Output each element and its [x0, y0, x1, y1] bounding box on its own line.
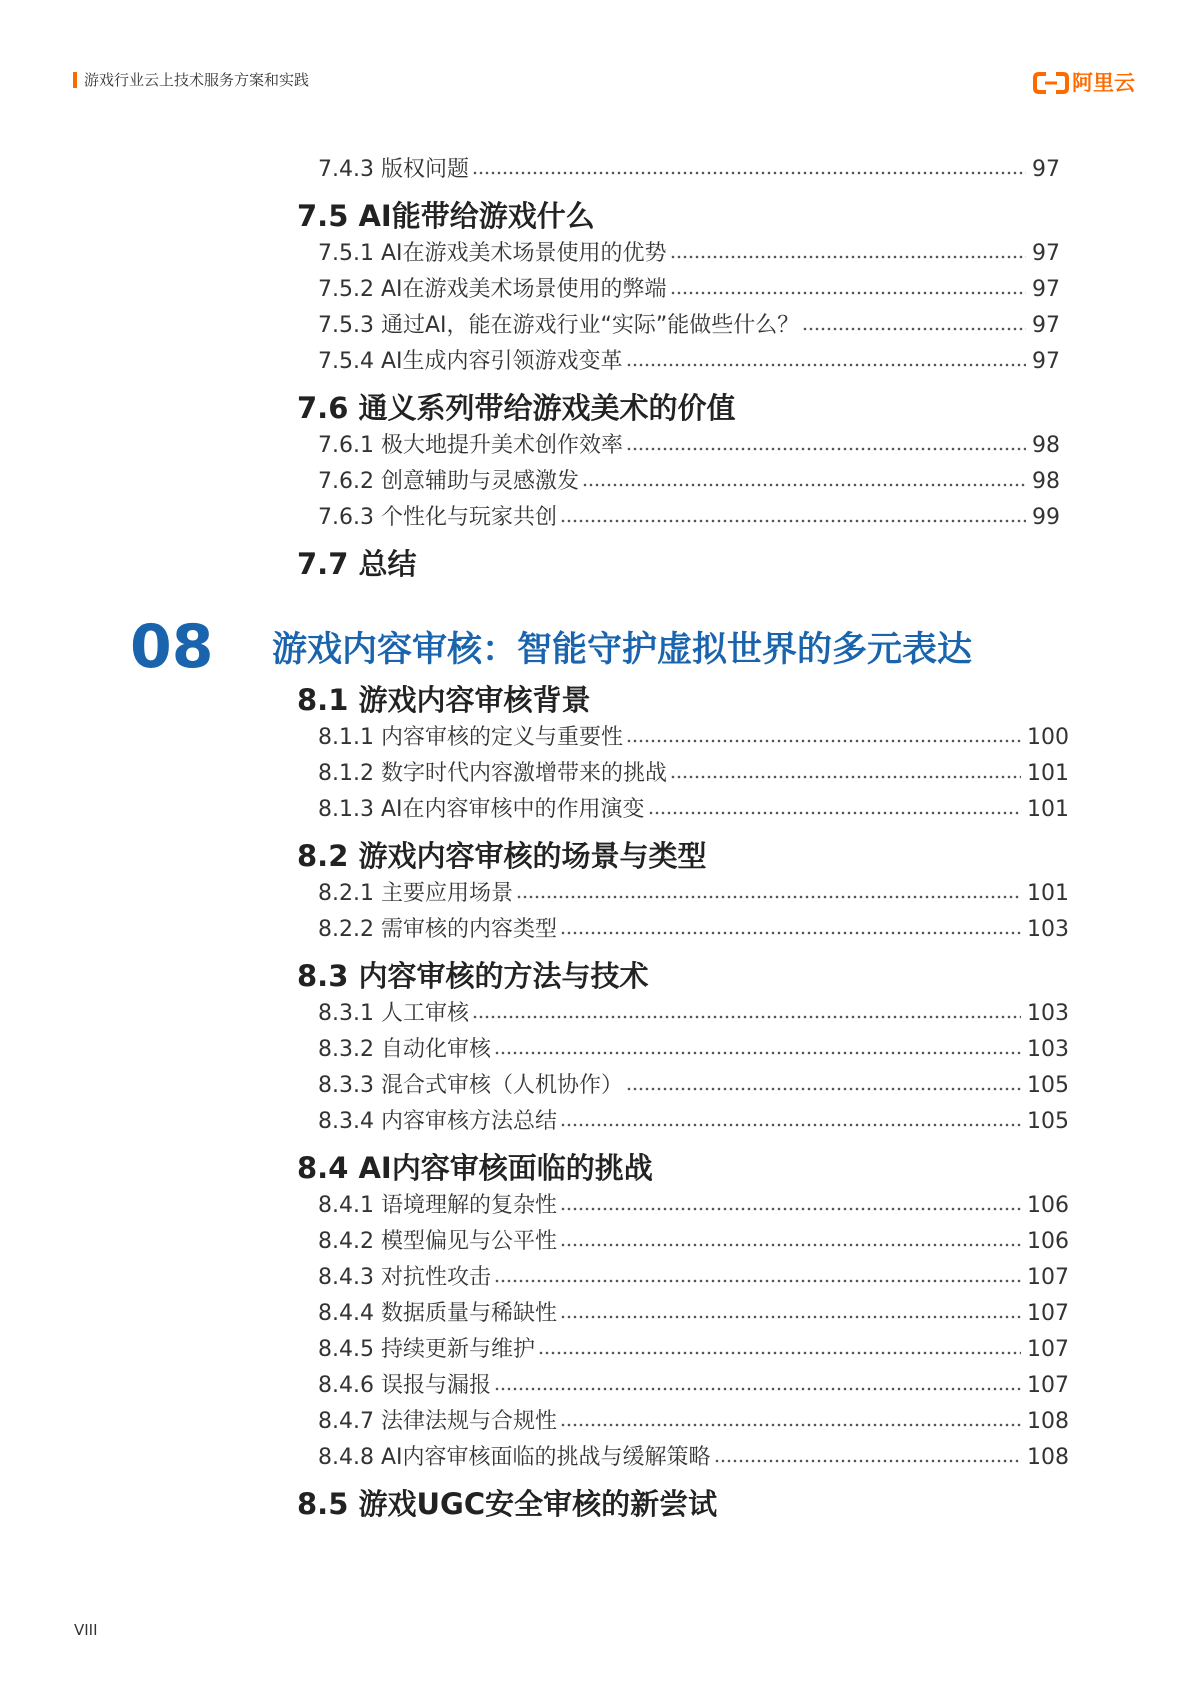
- toc-entry[interactable]: [318, 1224, 1069, 1260]
- toc-section-heading[interactable]: 8.3 内容审核的方法与技术: [297, 959, 649, 993]
- toc-entry-label: 8.4.3 对抗性攻击: [318, 1265, 491, 1290]
- dot-leader: [626, 363, 1026, 367]
- toc-entry-label: 8.1.3 AI在内容审核中的作用演变: [318, 797, 645, 822]
- toc-entry-label: 8.4.7 法律法规与合规性: [318, 1409, 557, 1434]
- chapter-7-block: [0, 152, 1200, 584]
- toc-entry-page: 103: [1027, 917, 1069, 942]
- toc-section-heading[interactable]: 8.2 游戏内容审核的场景与类型: [297, 839, 707, 873]
- toc-entry-label: 8.2.2 需审核的内容类型: [318, 917, 557, 942]
- toc-entry-page: 98: [1032, 469, 1060, 494]
- dot-leader: [670, 291, 1026, 295]
- toc-entry[interactable]: [318, 1296, 1069, 1332]
- toc-entry[interactable]: [318, 792, 1069, 828]
- toc-entry-label: 8.4.6 误报与漏报: [318, 1373, 491, 1398]
- toc-entry-label: 8.3.2 自动化审核: [318, 1037, 491, 1062]
- toc-entry[interactable]: [318, 1068, 1069, 1104]
- toc-entry[interactable]: [318, 500, 1060, 536]
- toc-entry[interactable]: [318, 912, 1069, 948]
- toc-entry-label: 7.6.2 创意辅助与灵感激发: [318, 469, 579, 494]
- toc-entry[interactable]: [318, 1032, 1069, 1068]
- aliyun-logo-icon: [1033, 71, 1069, 95]
- toc-entry-page: 108: [1027, 1409, 1069, 1434]
- toc-entry[interactable]: [318, 308, 1060, 344]
- toc-entry[interactable]: [318, 1188, 1069, 1224]
- chapter-8-block: [0, 672, 1200, 1524]
- toc-entry-label: 8.3.4 内容审核方法总结: [318, 1109, 557, 1134]
- chapter-heading: [0, 584, 1200, 682]
- toc-entry-label: 7.5.4 AI生成内容引领游戏变革: [318, 349, 623, 374]
- toc-entry[interactable]: [318, 876, 1069, 912]
- toc-entry-page: 97: [1032, 313, 1060, 338]
- toc-entry-label: 8.3.3 混合式审核（人机协作）: [318, 1073, 623, 1098]
- toc-entry-label: 7.6.1 极大地提升美术创作效率: [318, 433, 623, 458]
- chapter-number: 08: [130, 612, 214, 682]
- toc-entry-label: 8.3.1 人工审核: [318, 1001, 469, 1026]
- document-title: 游戏行业云上技术服务方案和实践: [84, 71, 310, 89]
- dot-leader: [648, 811, 1021, 815]
- toc-entry-page: 106: [1027, 1193, 1069, 1218]
- toc-entry-label: 7.5.3 通过AI，能在游戏行业“实际”能做些什么？: [318, 313, 800, 338]
- toc-entry-page: 99: [1032, 505, 1060, 530]
- toc-entry[interactable]: [318, 1368, 1069, 1404]
- dot-leader: [494, 1051, 1021, 1055]
- toc-entry-page: 105: [1027, 1073, 1069, 1098]
- toc-entry-label: 8.4.4 数据质量与稀缺性: [318, 1301, 557, 1326]
- toc-entry[interactable]: [318, 464, 1060, 500]
- dot-leader: [560, 931, 1021, 935]
- toc-entry-page: 101: [1027, 761, 1069, 786]
- toc-entry[interactable]: [318, 720, 1069, 756]
- dot-leader: [494, 1279, 1021, 1283]
- dot-leader: [670, 775, 1021, 779]
- table-of-contents: [0, 152, 1200, 1524]
- dot-leader: [516, 895, 1021, 899]
- toc-entry[interactable]: [318, 1104, 1069, 1140]
- dot-leader: [560, 519, 1026, 523]
- toc-entry-page: 106: [1027, 1229, 1069, 1254]
- toc-entry[interactable]: [318, 1260, 1069, 1296]
- dot-leader: [560, 1207, 1021, 1211]
- toc-section-heading[interactable]: 7.6 通义系列带给游戏美术的价值: [297, 391, 736, 425]
- toc-entry-label: 7.4.3 版权问题: [318, 157, 469, 182]
- toc-entry-page: 107: [1027, 1373, 1069, 1398]
- toc-entry-label: 7.6.3 个性化与玩家共创: [318, 505, 557, 530]
- toc-entry[interactable]: [318, 1404, 1069, 1440]
- toc-entry-page: 107: [1027, 1301, 1069, 1326]
- dot-leader: [538, 1351, 1021, 1355]
- dot-leader: [560, 1243, 1021, 1247]
- brand-name: 阿里云: [1072, 71, 1135, 95]
- toc-section-heading[interactable]: 7.5 AI能带给游戏什么: [297, 199, 595, 233]
- dot-leader: [472, 1015, 1021, 1019]
- dot-leader: [472, 171, 1026, 175]
- dot-leader: [714, 1459, 1021, 1463]
- toc-entry-label: 8.2.1 主要应用场景: [318, 881, 513, 906]
- dot-leader: [626, 447, 1026, 451]
- dot-leader: [802, 327, 1026, 331]
- toc-entry-label: 8.1.1 内容审核的定义与重要性: [318, 725, 623, 750]
- toc-entry-page: 107: [1027, 1265, 1069, 1290]
- header-accent-bar: [73, 72, 77, 88]
- toc-entry-page: 97: [1032, 349, 1060, 374]
- toc-entry-page: 100: [1027, 725, 1069, 750]
- toc-entry-label: 8.1.2 数字时代内容激增带来的挑战: [318, 761, 667, 786]
- toc-entry-page: 103: [1027, 1001, 1069, 1026]
- dot-leader: [560, 1123, 1021, 1127]
- toc-entry-page: 101: [1027, 881, 1069, 906]
- dot-leader: [494, 1387, 1021, 1391]
- toc-section-heading[interactable]: 7.7 总结: [297, 547, 417, 581]
- dot-leader: [560, 1423, 1021, 1427]
- toc-entry[interactable]: [318, 428, 1060, 464]
- toc-entry-label: 8.4.2 模型偏见与公平性: [318, 1229, 557, 1254]
- toc-entry-label: 8.4.8 AI内容审核面临的挑战与缓解策略: [318, 1445, 711, 1470]
- toc-entry-label: 7.5.2 AI在游戏美术场景使用的弊端: [318, 277, 667, 302]
- toc-entry-page: 105: [1027, 1109, 1069, 1134]
- toc-entry-page: 103: [1027, 1037, 1069, 1062]
- brand-logo: [1033, 70, 1135, 96]
- toc-entry-page: 108: [1027, 1445, 1069, 1470]
- toc-section-heading[interactable]: 8.5 游戏UGC安全审核的新尝试: [297, 1487, 718, 1521]
- toc-entry-page: 98: [1032, 433, 1060, 458]
- toc-entry-label: 7.5.1 AI在游戏美术场景使用的优势: [318, 241, 667, 266]
- toc-entry[interactable]: [318, 756, 1069, 792]
- toc-entry[interactable]: [318, 1332, 1069, 1368]
- toc-entry-label: 8.4.1 语境理解的复杂性: [318, 1193, 557, 1218]
- toc-section-heading[interactable]: 8.1 游戏内容审核背景: [297, 683, 591, 717]
- toc-section-heading[interactable]: 8.4 AI内容审核面临的挑战: [297, 1151, 653, 1185]
- toc-entry[interactable]: [318, 152, 1060, 188]
- dot-leader: [582, 483, 1026, 487]
- toc-entry[interactable]: [318, 344, 1060, 380]
- toc-entry-page: 107: [1027, 1337, 1069, 1362]
- toc-entry[interactable]: [318, 236, 1060, 272]
- dot-leader: [626, 1087, 1021, 1091]
- toc-entry[interactable]: [318, 1440, 1069, 1476]
- toc-entry-page: 101: [1027, 797, 1069, 822]
- toc-entry-label: 8.4.5 持续更新与维护: [318, 1337, 535, 1362]
- toc-entry-page: 97: [1032, 157, 1060, 182]
- dot-leader: [670, 255, 1026, 259]
- dot-leader: [626, 739, 1021, 743]
- toc-entry[interactable]: [318, 996, 1069, 1032]
- dot-leader: [560, 1315, 1021, 1319]
- toc-entry-page: 97: [1032, 241, 1060, 266]
- toc-entry[interactable]: [318, 272, 1060, 308]
- chapter-title[interactable]: 游戏内容审核：智能守护虚拟世界的多元表达: [272, 630, 973, 670]
- page-number: VIII: [74, 1621, 98, 1639]
- toc-entry-page: 97: [1032, 277, 1060, 302]
